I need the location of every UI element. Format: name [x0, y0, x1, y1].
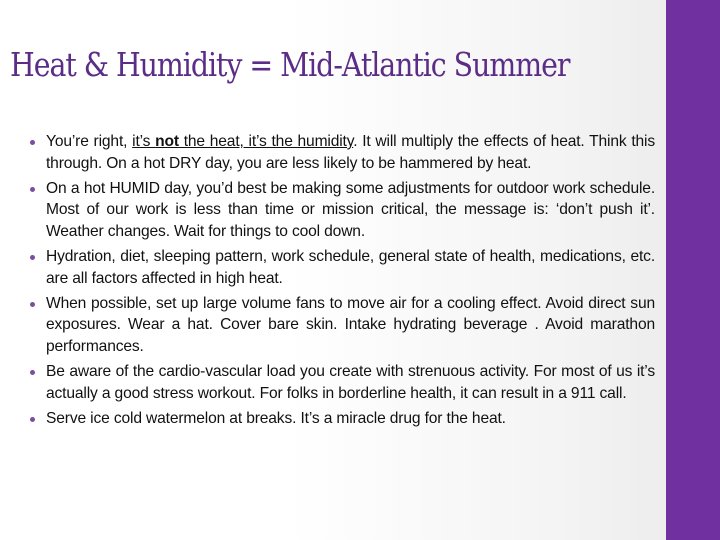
bullet-dot-icon [30, 370, 35, 375]
bullet-text: Hydration, diet, sleeping pattern, work schedule, general state of health, medications, etc. are all factors affected in high heat. [46, 247, 655, 287]
bullet-text: When possible, set up large volume fans to move air for a cooling effect. Avoid direct sun exposures. Wear a hat. Cover bare skin. Intake hydrating beverage . Avoid marathon performances. [46, 294, 655, 355]
bullet-dot-icon [30, 255, 35, 260]
bullet-item-humidity [28, 131, 655, 174]
bullet-dot-icon [30, 187, 35, 192]
bullet-item-factors [28, 246, 655, 289]
bullet-text-lead: You’re right, [46, 133, 133, 150]
bullet-list [28, 131, 655, 433]
bullet-item-humid-day [28, 178, 655, 243]
bullet-dot-icon [30, 417, 35, 422]
bullet-item-watermelon [28, 408, 655, 430]
bullet-text: On a hot HUMID day, you’d best be making some adjustments for outdoor work schedule. Most of our work is less than time or mission critical, the message is: ‘don’t push it’. Weather changes. Wait for things to cool down. [46, 179, 655, 240]
underlined-text-part: it’s [132, 133, 156, 150]
bold-emphasis: not [155, 133, 179, 150]
bullet-dot-icon [30, 140, 35, 145]
underlined-text [132, 133, 353, 150]
accent-side-bar [666, 0, 720, 540]
slide-title: Heat & Humidity = Mid-Atlantic Summer [10, 45, 570, 84]
bullet-text: Be aware of the cardio-vascular load you create with strenuous activity. For most of us it’s actually a good stress workout. For folks in borderline health, it can result in a 911 call. [46, 362, 655, 402]
underlined-text-part: the heat, it’s the humidity [178, 133, 354, 150]
bullet-item-cardio [28, 361, 655, 404]
bullet-text: Serve ice cold watermelon at breaks. It’s a miracle drug for the heat. [46, 409, 506, 427]
bullet-item-cooling [28, 293, 655, 358]
bullet-dot-icon [30, 302, 35, 307]
bullet-text-tail: . It will multiply the effects of heat. Think this through. On a hot DRY day, you are less likely to be hammered by heat. [46, 133, 655, 172]
